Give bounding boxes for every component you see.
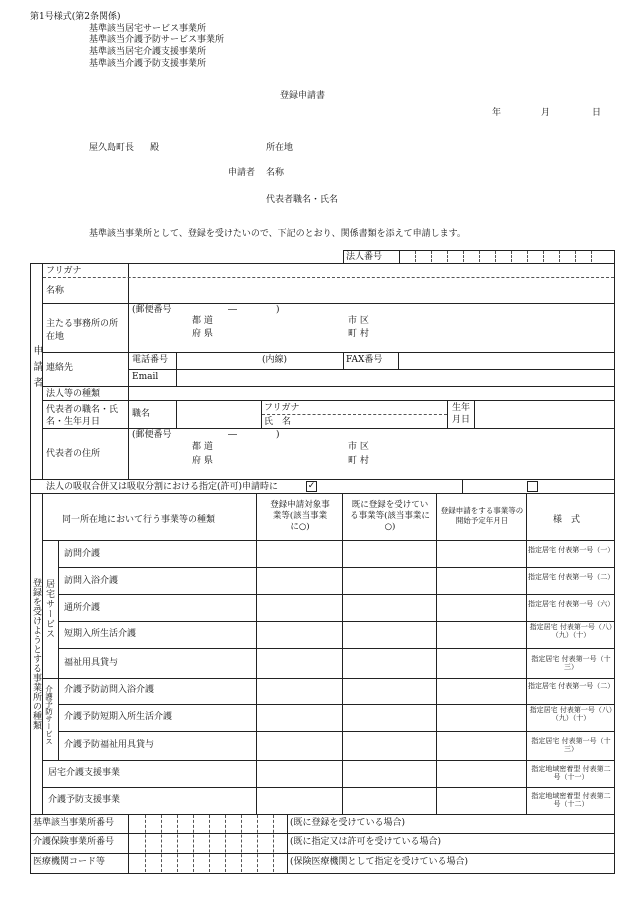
service-row-form: 指定居宅 付表第一号（十三） (531, 737, 611, 754)
footer-label: 医療機関コード等 (33, 857, 106, 867)
service-side-label: 登録を受けようとする事業所の種類 (31, 578, 41, 730)
footer-label: 介護保険事業所番号 (33, 837, 115, 847)
service-row-form: 指定居宅 付表第一号（六） (528, 600, 615, 608)
service-row-form: 指定居宅 付表第一号（十三） (531, 655, 611, 672)
position-label: 職名 (132, 409, 151, 419)
representative-label: 代表者職名・氏名 (266, 195, 339, 205)
rep-furigana-label: フリガナ (264, 403, 300, 413)
merger-checkbox[interactable] (527, 481, 538, 492)
service-row-form: 指定居宅 付表第一号（一） (528, 546, 615, 554)
form-number: 第1号様式(第2条関係) (30, 12, 121, 22)
email-label: Email (132, 372, 159, 382)
rep-address-label: 代表者の住所 (46, 449, 101, 459)
rep-name-label: 氏 名 (264, 417, 292, 427)
service-row-name: 短期入所生活介護 (64, 629, 137, 639)
merger-label: 法人の吸収合併又は吸収分割における指定(許可)申請時に (46, 482, 279, 492)
footer-note: (既に登録を受けている場合) (290, 818, 406, 828)
service-row-form: 指定地域密着型 付表第二号（十一） (531, 765, 611, 782)
honorific: 殿 (150, 143, 160, 153)
service-row-form: 指定居宅 付表第一号（二） (528, 682, 615, 690)
furigana-label: フリガナ (46, 266, 82, 276)
postal-label-2: (郵便番号 (132, 430, 172, 440)
applicant-name-label: 名称 (266, 168, 285, 178)
service-row-name: 介護予防福祉用具貸与 (64, 740, 155, 750)
service-row-name: 介護予防訪問入浴介護 (64, 685, 155, 695)
home-service-group: 居宅サービス (44, 579, 54, 639)
corporate-type-label: 法人等の種類 (46, 389, 101, 399)
date-day: 日 (592, 108, 602, 118)
location-label: 所在地 (266, 143, 294, 153)
target-3: 基準該当居宅介護支援事業所 (89, 47, 207, 57)
service-row-form: 指定居宅 付表第一号（八）（九）（十） (529, 706, 613, 723)
service-row-form: 指定居宅 付表第一号（二） (528, 573, 615, 581)
footer-label: 基準該当事業所番号 (33, 818, 115, 828)
representative-info-label: 代表者の職名・氏名・生年月日 (46, 405, 119, 428)
recipient: 屋久島町長 (89, 143, 135, 153)
service-row-form: 指定地域密着型 付表第二号（十二） (531, 792, 611, 809)
col-registered: 既に登録を受けている事業等(該当事業に○) (350, 500, 430, 533)
service-row-name: 介護予防短期入所生活介護 (64, 712, 173, 722)
tel-label: 電話番号 (132, 355, 169, 365)
merger-checkbox-checked[interactable]: ✓ (307, 481, 316, 491)
col-form: 様 式 (553, 515, 581, 525)
service-row-name: 訪問入浴介護 (64, 576, 119, 586)
date-month: 月 (541, 108, 551, 118)
applicant-label: 申請者 (228, 168, 256, 178)
office-address-label: 主たる事務所の所在地 (46, 319, 119, 342)
col-target: 登録申請対象事業等(該当事業に○) (270, 500, 330, 533)
service-row-name: 通所介護 (64, 603, 101, 613)
col-service-type: 同一所在地において行う事業等の種類 (62, 515, 216, 525)
target-2: 基準該当介護予防サービス事業所 (89, 35, 225, 45)
service-row-name: 居宅介護支援事業 (48, 768, 121, 778)
footer-note: (保険医療機関として指定を受けている場合) (290, 857, 469, 867)
fax-label: FAX番号 (346, 355, 383, 365)
service-row-name: 介護予防支援事業 (48, 795, 121, 805)
target-1: 基準該当居宅サービス事業所 (89, 24, 207, 34)
birth-label-2: 月日 (452, 415, 471, 425)
birth-label-1: 生年 (452, 403, 471, 413)
service-row-name: 訪問介護 (64, 549, 101, 559)
name-label: 名称 (46, 286, 65, 296)
contact-label: 連絡先 (46, 363, 74, 373)
footer-note: (既に指定又は許可を受けている場合) (290, 837, 442, 847)
document-title: 登録申請書 (280, 91, 326, 101)
extension-label: (内線) (262, 355, 288, 365)
prevention-service-group: 介護予防サービス (44, 685, 54, 745)
service-row-name: 福祉用具貸与 (64, 658, 119, 668)
applicant-side-label: 申請者 (31, 345, 42, 393)
postal-label-1: (郵便番号 (132, 305, 172, 315)
col-start-date: 登録申請をする事業等の開始予定年月日 (440, 506, 524, 526)
application-statement: 基準該当事業所として、登録を受けたいので、下記のとおり、関係書類を添えて申請します。 (89, 229, 466, 239)
target-4: 基準該当介護予防支援事業所 (89, 59, 207, 69)
service-row-form: 指定居宅 付表第一号（八）（九）（十） (529, 623, 613, 640)
corporate-number-label: 法人番号 (346, 252, 383, 262)
date-year: 年 (492, 108, 502, 118)
